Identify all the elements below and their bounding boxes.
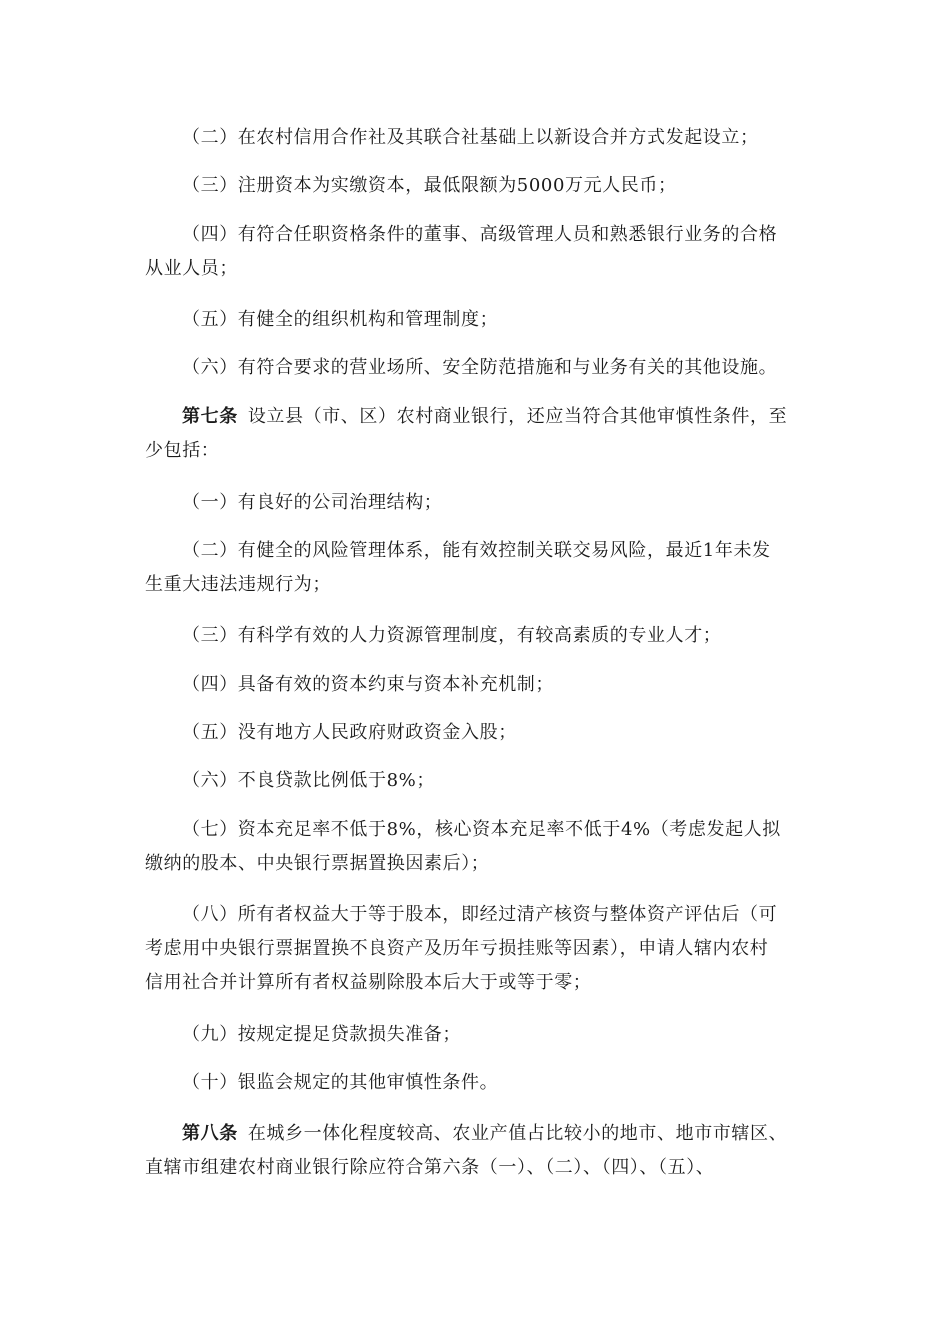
article-7 [145, 400, 810, 468]
condition-item-1 [145, 486, 810, 520]
condition-item-4 [145, 668, 810, 702]
text-line [145, 400, 810, 434]
text-line: （九）按规定提足贷款损失准备； [182, 1024, 461, 1045]
article-8 [145, 1117, 810, 1185]
paragraph-item-3 [145, 169, 810, 203]
text-line: （二）在农村信用合作社及其联合社基础上以新设合并方式发起设立； [182, 127, 759, 148]
paragraph-item-4 [145, 218, 810, 286]
text-line: （二）有健全的风险管理体系，能有效控制关联交易风险，最近1年未发 [182, 540, 771, 561]
condition-item-5 [145, 716, 810, 750]
text-line: （三）有科学有效的人力资源管理制度，有较高素质的专业人才； [182, 625, 722, 646]
condition-item-9 [145, 1018, 810, 1052]
text-line: （一）有良好的公司治理结构； [182, 492, 443, 513]
text-line: 生重大违法违规行为； [145, 574, 331, 595]
text-line [145, 1117, 810, 1151]
paragraph-item-2 [145, 121, 810, 155]
text-line: 少包括： [145, 440, 220, 461]
text-line: （五）没有地方人民政府财政资金入股； [182, 722, 517, 743]
article-number: 第八条 [182, 1123, 238, 1144]
text-line: （八）所有者权益大于等于股本，即经过清产核资与整体资产评估后（可 [182, 904, 778, 925]
text-line: （七）资本充足率不低于8%，核心资本充足率不低于4%（考虑发起人拟 [182, 819, 781, 840]
condition-item-3 [145, 619, 810, 653]
article-text: 在城乡一体化程度较高、农业产值占比较小的地市、地市市辖区、 [247, 1123, 788, 1144]
condition-item-6 [145, 764, 810, 798]
text-line: 信用社合并计算所有者权益剔除股本后大于或等于零； [145, 972, 592, 993]
text-line: 从业人员； [145, 258, 238, 279]
condition-item-7 [145, 813, 810, 881]
text-line: 缴纳的股本、中央银行票据置换因素后）； [145, 853, 490, 874]
article-number: 第七条 [182, 406, 238, 427]
text-line: （四）有符合任职资格条件的董事、高级管理人员和熟悉银行业务的合格 [182, 224, 778, 245]
text-line: 考虑用中央银行票据置换不良资产及历年亏损挂账等因素），申请人辖内农村 [145, 938, 769, 959]
text-line: （六）不良贷款比例低于8%； [182, 770, 435, 791]
condition-item-2 [145, 534, 810, 602]
text-line: （五）有健全的组织机构和管理制度； [182, 309, 499, 330]
condition-item-10 [145, 1066, 810, 1100]
paragraph-item-6 [145, 351, 810, 385]
condition-item-8 [145, 898, 810, 1000]
text-line: （四）具备有效的资本约束与资本补充机制； [182, 674, 554, 695]
text-line: （十）银监会规定的其他审慎性条件。 [182, 1072, 499, 1093]
article-text: 设立县（市、区）农村商业银行，还应当符合其他审慎性条件，至 [247, 406, 788, 427]
text-line: （三）注册资本为实缴资本，最低限额为5000万元人民币； [182, 175, 677, 196]
text-line: 直辖市组建农村商业银行除应符合第六条（一）、（二）、（四）、（五）、 [145, 1157, 715, 1178]
paragraph-item-5 [145, 303, 810, 337]
text-line: （六）有符合要求的营业场所、安全防范措施和与业务有关的其他设施。 [182, 357, 778, 378]
